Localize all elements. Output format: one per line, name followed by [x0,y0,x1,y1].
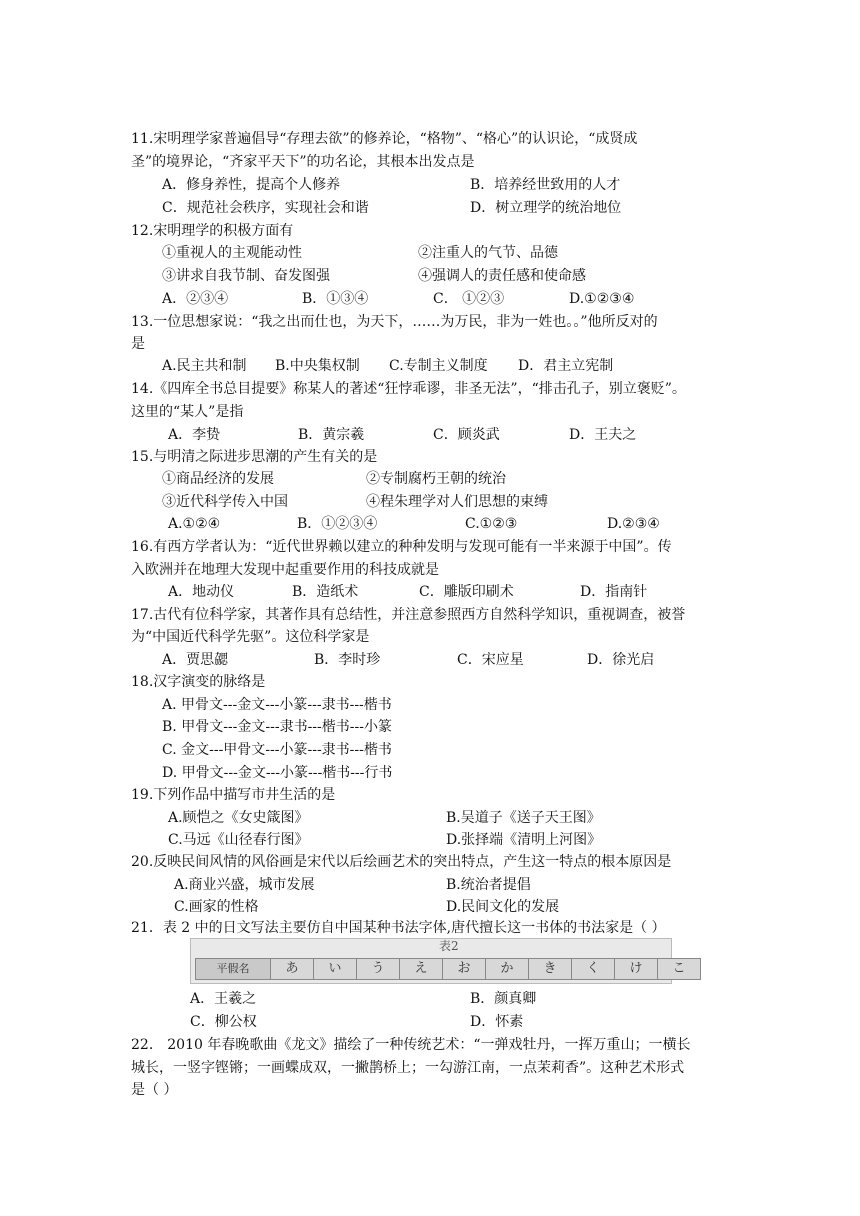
q14-option-d: D．王夫之 [569,427,637,443]
q18-option-a: A. 甲骨文---金文---小篆---隶书---楷书 [162,697,392,713]
q15-item-1: ①商品经济的发展 [162,471,274,487]
q17-option-c: C．宋应星 [457,652,524,668]
q15-stem: 15.与明清之际进步思潮的产生有关的是 [131,449,378,465]
hiragana-table-image [190,938,686,984]
q16-stem-line1: 16.有西方学者认为：“近代世界赖以建立的种种发明与发现可能有一半来源于中国”。传 [131,539,672,555]
q13-option-c: C.专制主义制度 [389,358,488,374]
q11-option-a: A．修身养性，提高个人修养 [162,177,341,193]
q19-option-a: A.顾恺之《女史箴图》 [168,810,309,826]
q21-stem: 21．表 2 中的日文写法主要仿自中国某种书法字体,唐代擅长这一书体的书法家是（ ） [131,920,666,936]
q21-option-a: A．王羲之 [190,991,257,1007]
q19-option-d: D.张择端《清明上河图》 [446,832,602,848]
q16-option-c: C．雕版印刷术 [419,584,514,600]
q20-option-a: A.商业兴盛，城市发展 [174,877,315,893]
q11-stem-line2: 圣”的境界论，“齐家平天下”的功名论，其根本出发点是 [131,154,475,170]
q17-option-b: B．李时珍 [314,652,381,668]
q20-option-d: D.民间文化的发展 [446,899,560,915]
q12-stem: 12.宋明理学的积极方面有 [131,223,294,239]
table-cell: き [529,959,572,979]
q16-option-b: B．造纸术 [292,584,359,600]
q12-item-2: ②注重人的气节、品德 [418,245,558,261]
q18-option-d: D. 甲骨文---金文---小篆---楷书---行书 [162,765,393,781]
q12-option-c: C． ①②③ [433,291,505,307]
q20-stem: 20.反映民间风情的风俗画是宋代以后绘画艺术的突出特点，产生这一特点的根本原因是 [131,854,672,870]
table-caption: 表2 [439,939,459,953]
q21-option-d: D．怀素 [470,1014,524,1030]
q19-stem: 19.下列作品中描写市井生活的是 [131,787,336,803]
q12-item-3: ③讲求自我节制、奋发图强 [162,268,330,284]
table-cell: お [443,959,486,979]
q22-stem-line2: 城长，一竖字铿锵；一画蝶成双，一撇鹊桥上；一勾游江南，一点茉莉香”。这种艺术形式 [131,1060,685,1076]
q15-item-2: ②专制腐朽王朝的统治 [366,471,506,487]
q12-option-b: B．①③④ [302,291,369,307]
table-cell: か [486,959,529,979]
q12-item-4: ④强调人的责任感和使命感 [418,268,586,284]
q13-option-b: B.中央集权制 [275,358,360,374]
hiragana-table-row [195,958,701,980]
table-cell: あ [271,959,314,979]
q21-option-b: B．颜真卿 [470,991,537,1007]
q16-stem-line2: 入欧洲并在地理大发现中起重要作用的科技成就是 [131,562,439,578]
table-cell: く [572,959,615,979]
q11-option-c: C．规范社会秩序，实现社会和谐 [162,200,369,216]
q17-option-a: A．贾思勰 [162,652,229,668]
q11-stem-line1: 11.宋明理学家普遍倡导“存理去欲”的修养论，“格物”、“格心”的认识论，“成贤成 [131,131,638,147]
q13-option-d: D．君主立宪制 [518,358,614,374]
q11-option-d: D．树立理学的统治地位 [470,200,622,216]
q12-option-d: D.①②③④ [569,291,635,307]
q22-stem-line1: 22． 2010 年春晚歌曲《龙文》描绘了一种传统艺术：“一弹戏牡丹，一挥万重山；一横长 [131,1037,691,1053]
q15-item-3: ③近代科学传入中国 [162,494,288,510]
q18-option-c: C. 金文---甲骨文---小篆---隶书---楷书 [162,742,392,758]
q13-stem-line1: 13.一位思想家说：“我之出而仕也，为天下，……为万民，非为一姓也。。”他所反对的 [131,314,658,330]
q18-option-b: B. 甲骨文---金文---隶书---楷书---小篆 [162,719,392,735]
q13-option-a: A.民主共和制 [162,358,247,374]
q20-option-c: C.画家的性格 [174,899,259,915]
table-cell: こ [672,961,686,976]
q18-stem: 18.汉字演变的脉络是 [131,674,266,690]
q15-item-4: ④程朱理学对人们思想的束缚 [366,494,548,510]
q19-option-b: B.吴道子《送子天王图》 [446,810,601,826]
table-cell: う [357,959,400,979]
q15-option-d: D.②③④ [607,516,660,532]
q13-stem-line2: 是 [131,336,145,352]
q14-option-a: A．李贽 [168,427,221,443]
q17-option-d: D．徐光启 [587,652,655,668]
q12-option-a: A．②③④ [162,291,229,307]
q12-item-1: ①重视人的主观能动性 [162,245,302,261]
q14-stem-line2: 这里的“某人”是指 [131,404,244,420]
q15-option-b: B．①②③④ [297,516,378,532]
table-cell: い [314,959,357,979]
q19-option-c: C.马远《山径春行图》 [168,832,309,848]
q14-option-c: C．顾炎武 [433,427,500,443]
table-header-cell: 平假名 [196,959,271,979]
q15-option-c: C.①②③ [465,516,518,532]
q16-option-d: D．指南针 [580,584,648,600]
q14-stem-line1: 14.《四库全书总目提要》称某人的著述“狂悖乖谬，非圣无法”，“排击孔子，别立褒贬”。 [131,381,686,397]
q16-option-a: A．地动仪 [168,584,235,600]
q17-stem-line2: 为“中国近代科学先驱”。这位科学家是 [131,629,370,645]
q20-option-b: B.统治者提倡 [446,877,531,893]
q14-option-b: B．黄宗羲 [298,427,365,443]
q17-stem-line1: 17.古代有位科学家，其著作具有总结性，并注意参照西方自然科学知识，重视调查，被誉 [131,607,686,623]
table-cell: け [615,959,658,979]
q21-option-c: C．柳公权 [190,1014,257,1030]
q15-option-a: A.①②④ [168,516,221,532]
q22-stem-line3: 是（ ） [131,1082,178,1098]
q11-option-b: B．培养经世致用的人才 [470,177,621,193]
table-cell: え [400,959,443,979]
